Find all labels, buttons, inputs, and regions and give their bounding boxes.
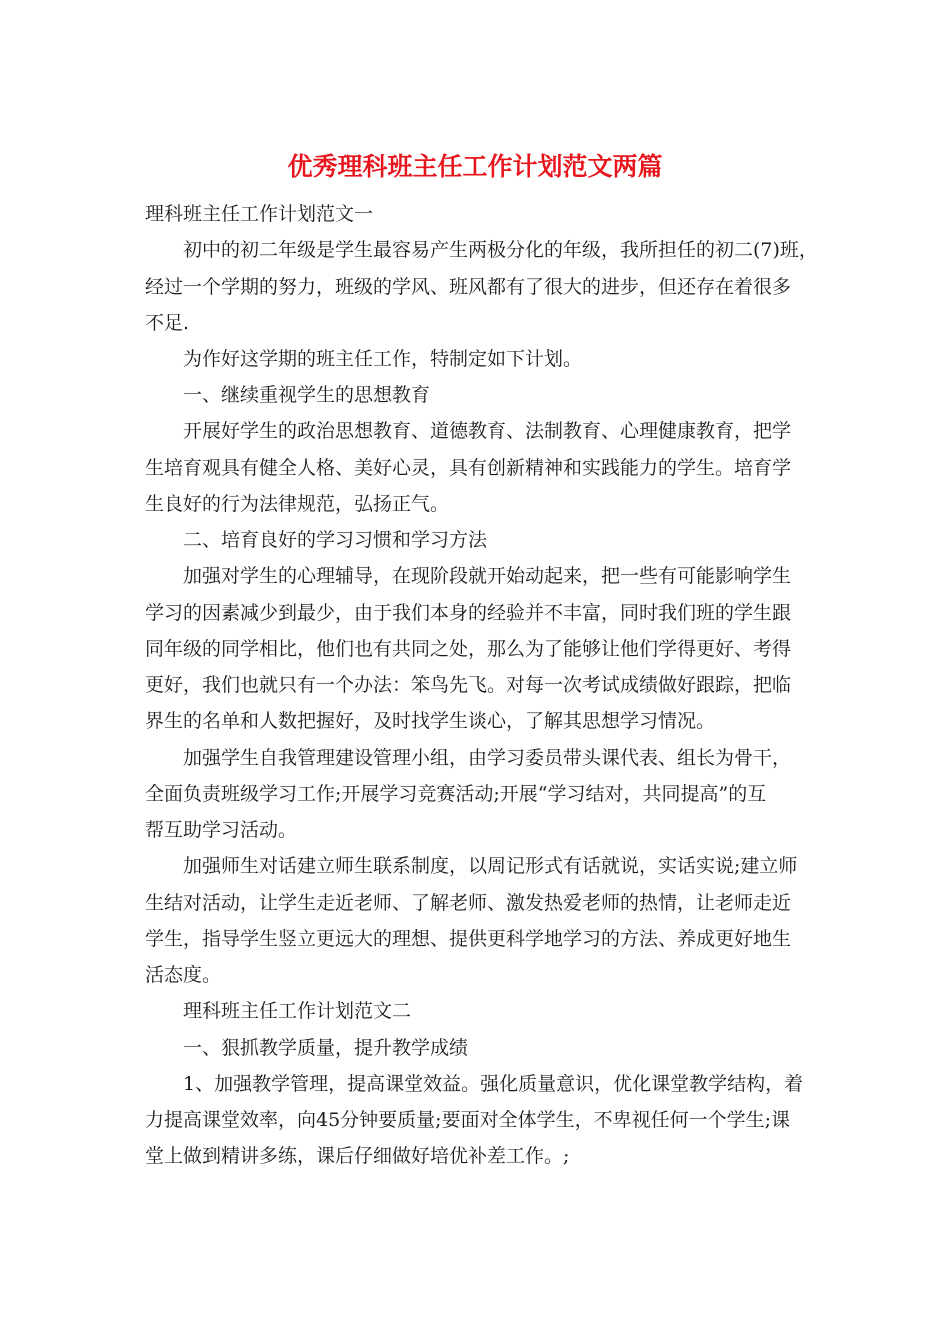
paragraph-line: 开展好学生的政治思想教育、道德教育、法制教育、心理健康教育，把学	[183, 420, 792, 442]
paragraph-line: 加强师生对话建立师生联系制度，以周记形式有话就说，实话实说;建立师	[183, 855, 798, 877]
paragraph-line: 力提高课堂效率，向45分钟要质量;要面对全体学生，不卑视任何一个学生;课	[145, 1109, 790, 1131]
paragraph-line: 学生，指导学生竖立更远大的理想、提供更科学地学习的方法、养成更好地生	[145, 928, 792, 950]
paragraph-line: 堂上做到精讲多练，课后仔细做好培优补差工作。;	[145, 1145, 570, 1167]
paragraph-line: 生培育观具有健全人格、美好心灵，具有创新精神和实践能力的学生。培育学	[145, 457, 792, 479]
paragraph-line: 不足.	[145, 312, 190, 334]
paragraph-line: 生结对活动，让学生走近老师、了解老师、激发热爱老师的热情，让老师走近	[145, 892, 792, 914]
paragraph-line: 加强对学生的心理辅导，在现阶段就开始动起来，把一些有可能影响学生	[183, 565, 792, 587]
paragraph-line: 全面负责班级学习工作;开展学习竞赛活动;开展“学习结对，共同提高”的互	[145, 783, 767, 805]
paragraph-line: 生良好的行为法律规范，弘扬正气。	[145, 493, 450, 515]
section-heading-2: 理科班主任工作计划范文二	[183, 1000, 412, 1022]
paragraph-line: 更好，我们也就只有一个办法：笨鸟先飞。对每一次考试成绩做好跟踪，把临	[145, 674, 792, 696]
paragraph-line: 帮互助学习活动。	[145, 819, 298, 841]
section-heading-1: 理科班主任工作计划范文一	[145, 203, 374, 225]
subheading: 一、继续重视学生的思想教育	[183, 384, 431, 406]
paragraph-line: 经过一个学期的努力，班级的学风、班风都有了很大的进步，但还存在着很多	[145, 276, 792, 298]
subheading: 二、培育良好的学习习惯和学习方法	[183, 529, 488, 551]
paragraph-line: 学习的因素减少到最少，由于我们本身的经验并不丰富，同时我们班的学生跟	[145, 602, 792, 624]
paragraph-line: 同年级的同学相比，他们也有共同之处，那么为了能够让他们学得更好、考得	[145, 638, 792, 660]
paragraph-line: 1、加强教学管理，提高课堂效益。强化质量意识，优化课堂教学结构，着	[183, 1073, 804, 1095]
paragraph-line: 加强学生自我管理建设管理小组，由学习委员带头课代表、组长为骨干，	[183, 747, 792, 769]
paragraph-line: 界生的名单和人数把握好，及时找学生谈心，了解其思想学习情况。	[145, 710, 716, 732]
document-title: 优秀理科班主任工作计划范文两篇	[287, 152, 663, 181]
paragraph-line: 初中的初二年级是学生最容易产生两极分化的年级，我所担任的初二(7)班，	[183, 239, 818, 261]
subheading: 一、狠抓教学质量，提升教学成绩	[183, 1037, 469, 1059]
paragraph-line: 为作好这学期的班主任工作，特制定如下计划。	[183, 348, 583, 370]
paragraph-line: 活态度。	[145, 964, 222, 986]
